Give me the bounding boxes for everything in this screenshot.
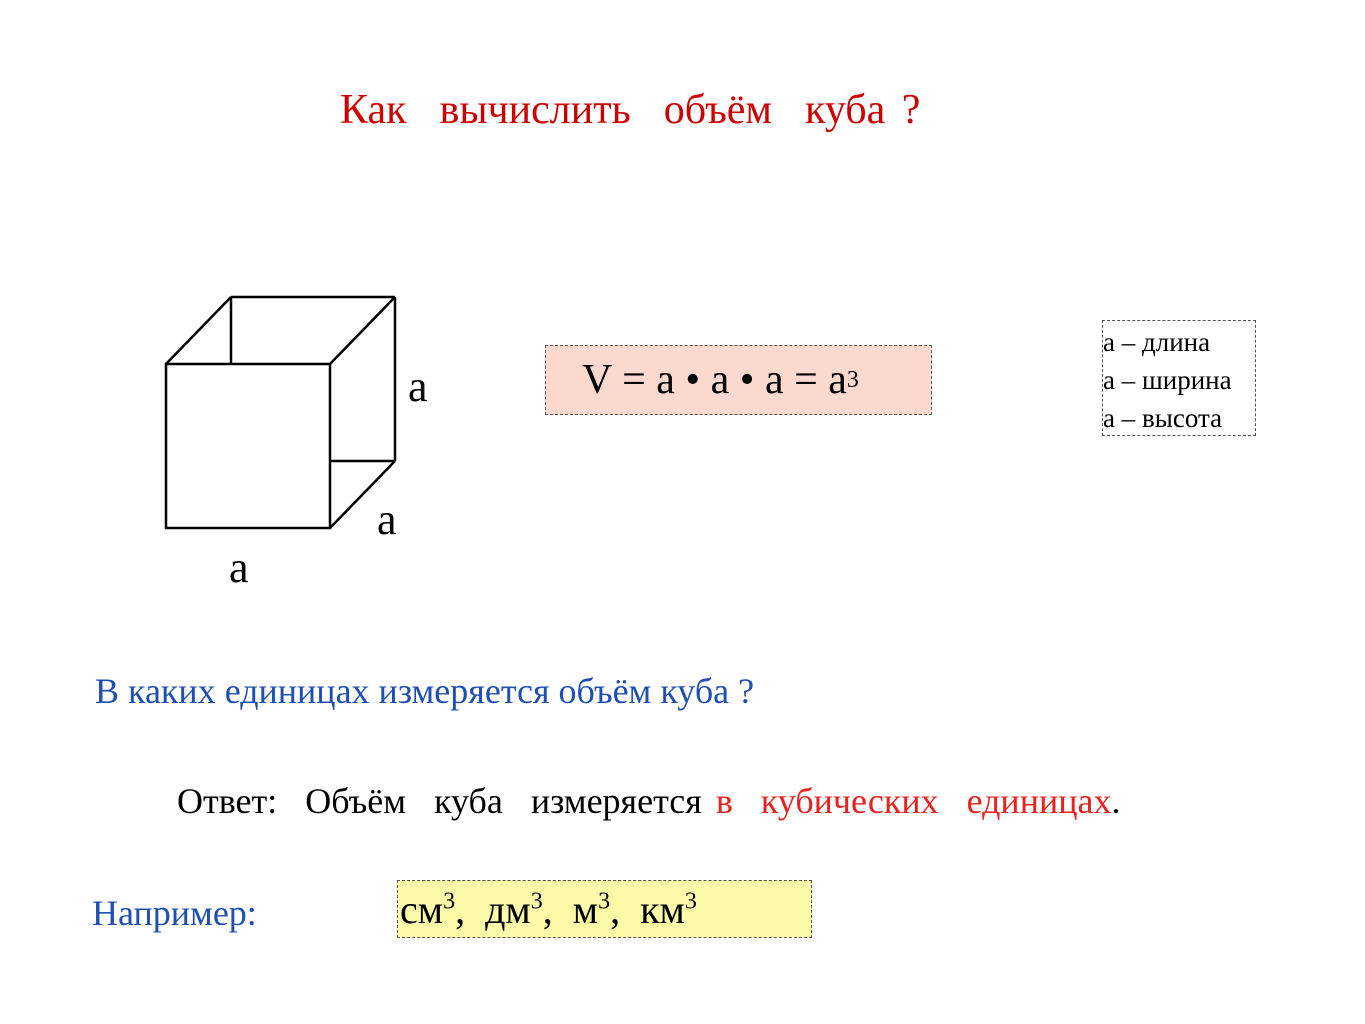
answer-prefix: Ответ: Объём куба измеряется: [177, 781, 716, 821]
units-examples-box: [397, 880, 812, 938]
cube-depth-label: a: [377, 495, 397, 544]
answer-highlight: в кубических единицах: [715, 781, 1112, 821]
unit-exponent: 3: [530, 888, 543, 915]
cube-width-label: a: [229, 543, 249, 592]
units-question: В каких единицах измеряется объём куба ?: [95, 671, 755, 711]
unit-dm3: [485, 887, 573, 932]
legend-length: a – длина: [1103, 327, 1211, 357]
volume-formula: V = a • a • a = a: [582, 357, 847, 403]
cube-height-label: a: [408, 362, 428, 411]
unit-m3: [573, 887, 640, 932]
cube-top-right-diagonal: [330, 297, 395, 364]
unit-separator: ,: [455, 887, 486, 932]
answer-text: [177, 780, 1120, 822]
unit-base: дм: [485, 887, 531, 932]
dimension-legend: [1102, 320, 1256, 436]
unit-separator: ,: [610, 887, 641, 932]
unit-exponent: 3: [598, 888, 611, 915]
unit-base: м: [572, 887, 599, 932]
unit-exponent: 3: [684, 888, 697, 915]
volume-formula-box: V = a • a • a = a 3: [545, 345, 932, 415]
example-label: Например:: [92, 893, 257, 933]
unit-exponent: 3: [443, 888, 456, 915]
cube-diagram: [150, 280, 450, 600]
slide-title: Как вычислить объём куба ?: [340, 87, 921, 133]
unit-km3: [640, 887, 697, 932]
unit-base: см: [400, 887, 444, 932]
unit-cm3: [400, 887, 485, 932]
legend-width: a – ширина: [1103, 365, 1232, 395]
unit-base: км: [640, 887, 685, 932]
cube-front-face: [166, 364, 330, 528]
cube-top-left-diagonal: [166, 297, 231, 364]
answer-suffix: .: [1111, 781, 1121, 821]
unit-separator: ,: [542, 887, 573, 932]
legend-height: a – высота: [1103, 403, 1223, 433]
